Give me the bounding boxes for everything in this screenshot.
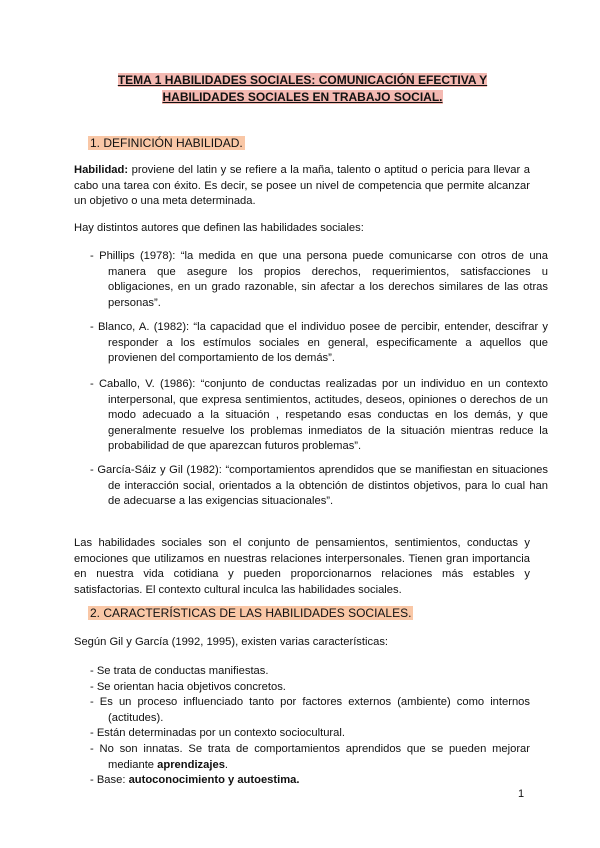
section-1-heading: 1. DEFINICIÓN HABILIDAD. <box>90 136 243 150</box>
title-line-1: TEMA 1 HABILIDADES SOCIALES: COMUNICACIÓN EFECTIVA Y <box>117 73 488 87</box>
definition-term: Habilidad: <box>74 164 129 176</box>
summary-paragraph: Las habilidades sociales son el conjunto de pensamientos, sentimientos, conductas y emociones que utilizamos en nuestras relaciones interpersonales. Tienen gran importancia en nuestra vida cotidiana y pueden proporcionarnos relaciones más estables y satisfactorias. El contexto cultural inculca las habilidades sociales. <box>74 537 530 596</box>
title-line-2: HABILIDADES SOCIALES EN TRABAJO SOCIAL. <box>162 90 443 104</box>
author-caballo: - Caballo, V. (1986): “conjunto de conductas realizadas por un individuo en un contexto interpersonal, que expresa sentimientos, actitudes, deseos, opiniones o derechos de un modo adecuado a la situación , respetando esas conductas en los demás, y que generalmente resuelve los problemas inmediatos de la situación mientras reduce la probabilidad de que aparezcan futuros problemas”. <box>90 378 548 453</box>
list-item: - Están determinadas por un contexto sociocultural. <box>90 727 345 740</box>
definition-paragraph <box>74 163 530 210</box>
page-number: 1 <box>518 788 525 800</box>
document-title <box>100 72 505 106</box>
list-item: - Se trata de conductas manifiestas. <box>90 665 269 677</box>
authors-intro: Hay distintos autores que definen las habilidades sociales: <box>74 222 364 234</box>
list-item-base: - Base: autoconocimiento y autoestima. <box>90 774 300 787</box>
section-2-heading: 2. CARACTERÍSTICAS DE LAS HABILIDADES SOCIALES. <box>90 606 412 620</box>
list-item: - Es un proceso influenciado tanto por factores externos (ambiente) como internos (actitudes). <box>90 696 530 724</box>
section-2-intro: Según Gil y García (1992, 1995), existen varias características: <box>74 636 389 648</box>
characteristics-list <box>90 664 530 789</box>
author-blanco: - Blanco, A. (1982): “la capacidad que el individuo posee de percibir, entender, descifrar y responder a los estímulos sociales en general, especificamente a aquellos que provienen del comportamiento de los demás”. <box>90 321 548 365</box>
list-item-innatas: - No son innatas. Se trata de comportamientos aprendidos que se pueden mejorar mediante aprendizajes. <box>90 742 530 771</box>
author-phillips: - Phillips (1978): “la medida en que una persona puede comunicarse con otros de una manera que asegure los propios derechos, requerimientos, satisfacciones u obligaciones, en un grado razonable, sin afectar a los derechos similares de las otras personas”. <box>90 250 548 309</box>
list-item: - Se orientan hacia objetivos concretos. <box>90 680 286 693</box>
author-garcia-saiz: - García-Sáiz y Gil (1982): “comportamientos aprendidos que se manifiestan en situaciones de interacción social, orientados a la obtención de distintos objetivos, para lo cual han de adecuarse a las exigencias situacionales”. <box>90 464 548 508</box>
definition-text: proviene del latin y se refiere a la maña, talento o aptitud o pericia para llevar a cabo una tarea con éxito. Es decir, se posee un nivel de competencia que permite alcanzar un objetivo o una meta determinada. <box>74 164 530 208</box>
